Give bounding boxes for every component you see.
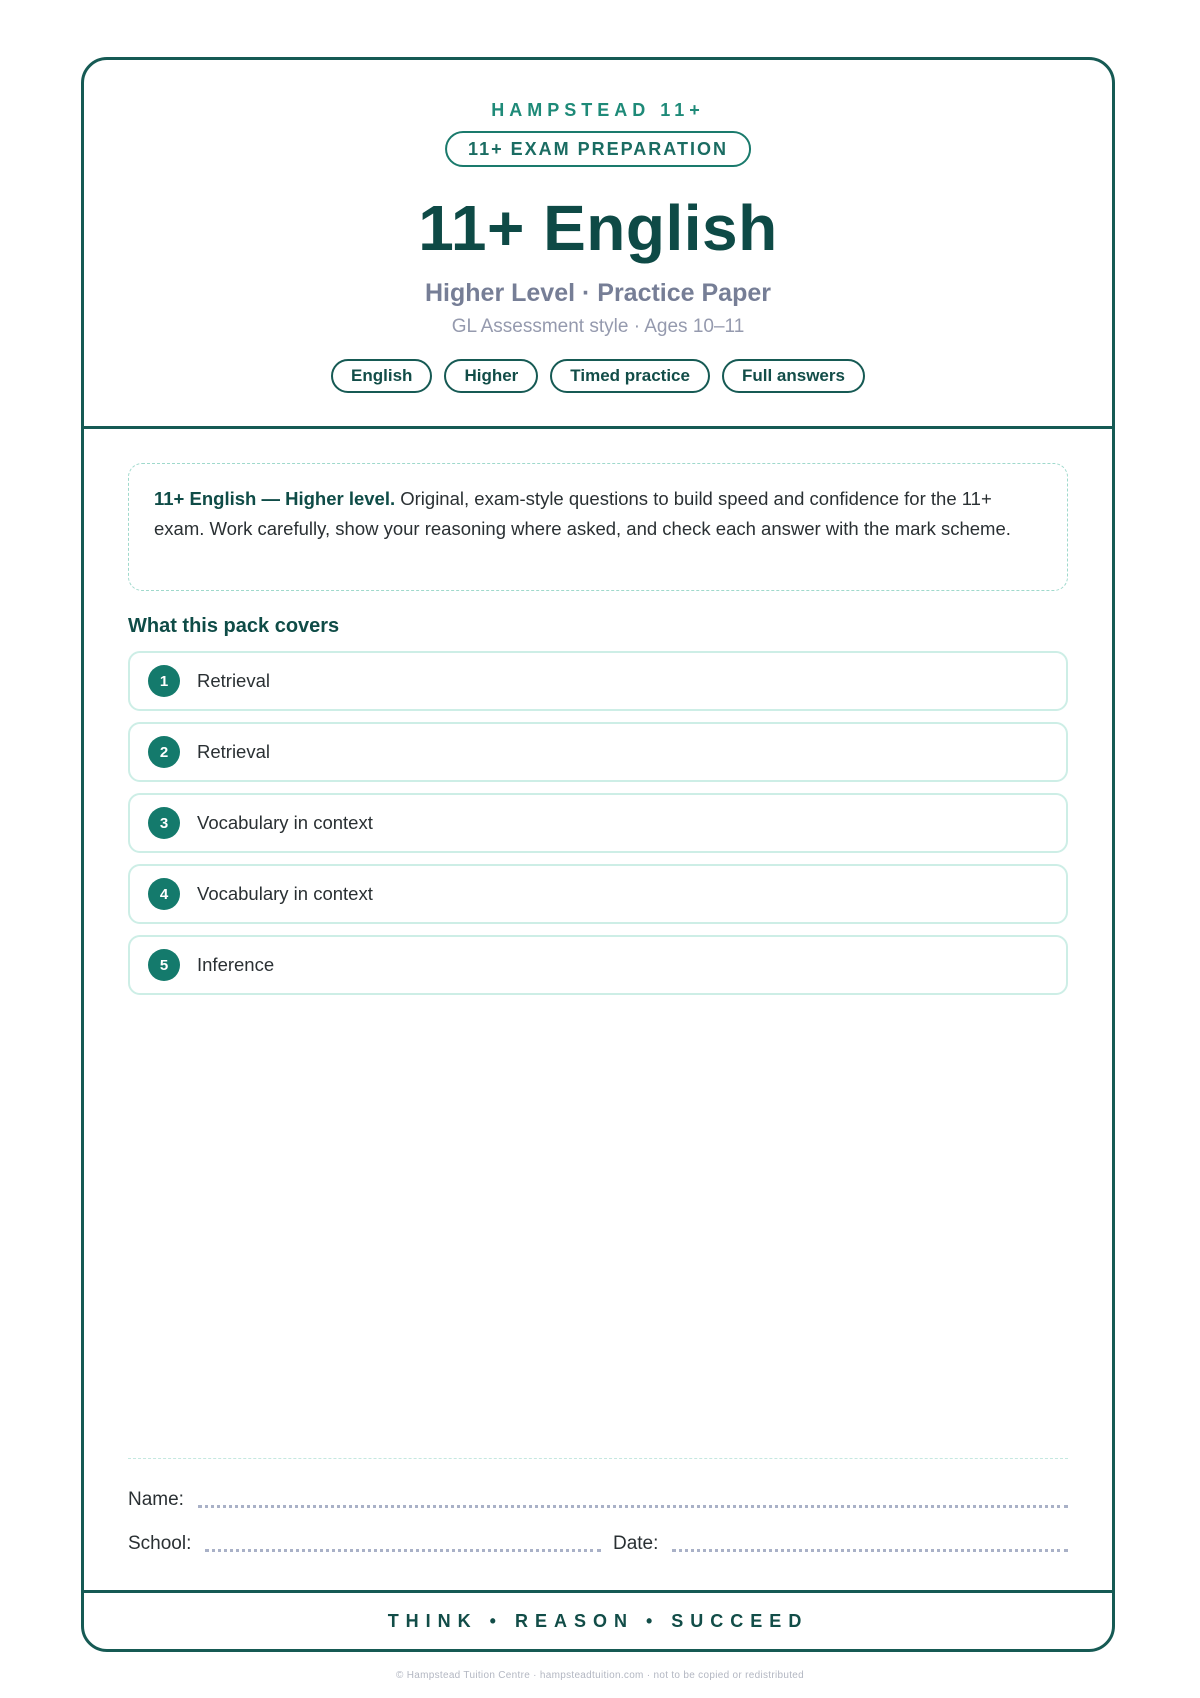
- name-field[interactable]: [198, 1504, 1068, 1508]
- intro-box: [128, 463, 1068, 591]
- student-details: [128, 1458, 1068, 1555]
- covers-list: [128, 651, 1068, 995]
- cover-header: [84, 60, 1112, 429]
- school-date-row: [128, 1533, 1068, 1555]
- page-title: 11+ English: [418, 192, 778, 264]
- item-label: Retrieval: [197, 670, 270, 691]
- item-label: Inference: [197, 954, 275, 975]
- intro-lead: 11+ English — Higher level.: [154, 488, 396, 509]
- name-row: [128, 1489, 1068, 1511]
- item-label: Vocabulary in context: [197, 812, 373, 833]
- brand-name: HAMPSTEAD 11+: [491, 100, 705, 120]
- name-label: Name:: [128, 1489, 184, 1510]
- exam-prep-badge: 11+ EXAM PREPARATION: [445, 131, 751, 167]
- item-label: Retrieval: [197, 741, 270, 762]
- tag-higher: Higher: [444, 359, 538, 393]
- covers-heading: What this pack covers: [128, 615, 340, 637]
- item-number-badge: 4: [148, 878, 180, 910]
- list-item: [128, 651, 1068, 711]
- details-divider: [128, 1458, 1068, 1459]
- copyright-notice: © Hampstead Tuition Centre · hampsteadtuition.com · not to be copied or redistributed: [395, 1670, 805, 1681]
- cover-frame: [81, 57, 1115, 1652]
- tag-list: [84, 359, 1112, 393]
- item-number-badge: 5: [148, 949, 180, 981]
- list-item: [128, 935, 1068, 995]
- tag-full-answers: Full answers: [722, 359, 865, 393]
- school-field[interactable]: [205, 1548, 601, 1552]
- intro-text: Original, exam-style questions to build speed and confidence for the 11+ exam. Work carefully, show your reasoning where asked, and check each answer with the mark scheme.: [154, 488, 1011, 539]
- item-number-badge: 3: [148, 807, 180, 839]
- footer-motto: THINK • REASON • SUCCEED: [84, 1590, 1112, 1649]
- school-label: School:: [128, 1533, 192, 1554]
- list-item: [128, 864, 1068, 924]
- date-label: Date:: [612, 1533, 659, 1554]
- tag-english: English: [331, 359, 432, 393]
- tag-timed-practice: Timed practice: [550, 359, 710, 393]
- paper-meta: GL Assessment style · Ages 10–11: [451, 316, 745, 337]
- item-number-badge: 1: [148, 665, 180, 697]
- list-item: [128, 722, 1068, 782]
- list-item: [128, 793, 1068, 853]
- cover-body: [84, 463, 1112, 995]
- page-subtitle: Higher Level · Practice Paper: [425, 279, 771, 307]
- item-number-badge: 2: [148, 736, 180, 768]
- item-label: Vocabulary in context: [197, 883, 373, 904]
- date-field[interactable]: [672, 1548, 1068, 1552]
